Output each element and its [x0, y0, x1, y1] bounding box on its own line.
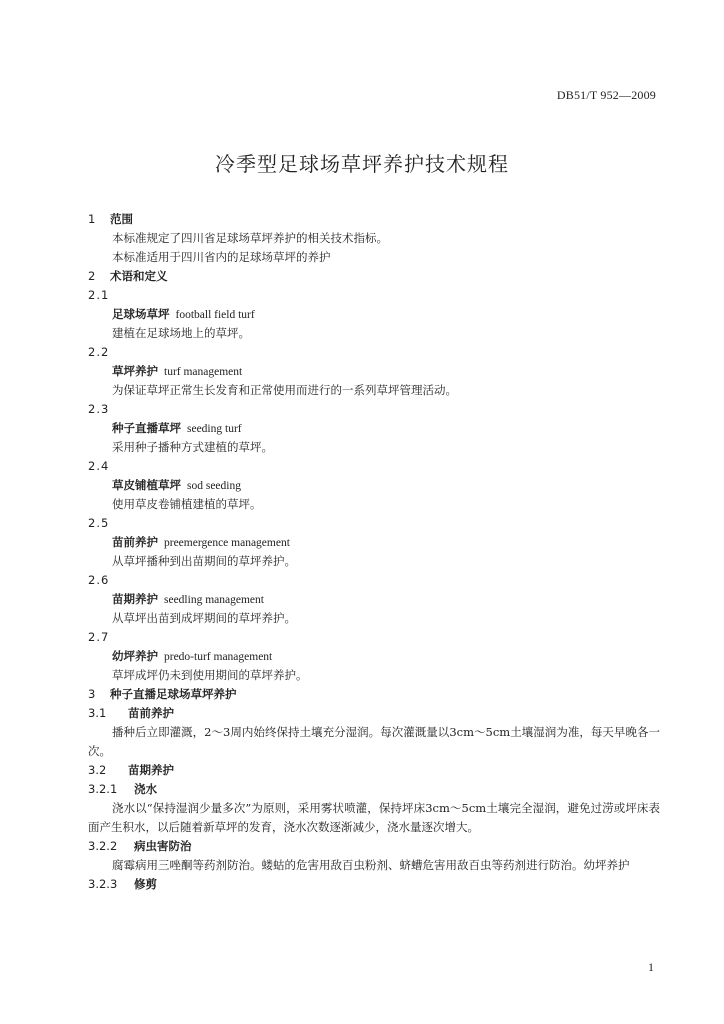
term-number: 2.3 [88, 402, 110, 416]
term-chinese: 足球场草坪 [112, 307, 170, 321]
section-number: 3.2.3 [88, 877, 118, 891]
section-title: 苗期养护 [128, 763, 174, 777]
term-chinese: 种子直播草坪 [112, 421, 181, 435]
paragraph: 本标准规定了四川省足球场草坪养护的相关技术指标。 [112, 231, 388, 245]
term-entry [88, 533, 660, 552]
section-title: 浇水 [134, 782, 157, 796]
term-entry [88, 476, 660, 495]
subsection-3-2-heading [88, 761, 660, 780]
section-number: 3.1 [88, 706, 107, 720]
page-number: 1 [648, 960, 654, 974]
section-title: 修剪 [134, 877, 157, 891]
term-chinese: 苗前养护 [112, 535, 158, 549]
term-chinese: 幼坪养护 [112, 649, 158, 663]
term-number: 2.4 [88, 459, 110, 473]
term-entry [88, 647, 660, 666]
term-number: 2.6 [88, 573, 110, 587]
section-title: 病虫害防治 [134, 839, 192, 853]
paragraph: 腐霉病用三唑酮等药剂防治。蝼蛄的危害用敌百虫粉剂、蛴螬危害用敌百虫等药剂进行防治。幼坪养护 [112, 858, 630, 872]
section-number: 3.2 [88, 763, 107, 777]
section-number: 1 [88, 212, 96, 226]
section-number: 3.2.2 [88, 839, 118, 853]
paragraph: 本标准适用于四川省内的足球场草坪的养护 [112, 250, 331, 264]
term-definition: 建植在足球场地上的草坪。 [112, 326, 250, 340]
subsection-3-2-3-heading [88, 875, 660, 894]
term-definition: 为保证草坪正常生长发育和正常使用而进行的一系列草坪管理活动。 [112, 383, 457, 397]
term-entry [88, 419, 660, 438]
term-number: 2.5 [88, 516, 110, 530]
term-definition: 从草坪出苗到成坪期间的草坪养护。 [112, 611, 296, 625]
term-english: predo-turf management [164, 651, 273, 663]
section-title: 种子直播足球场草坪养护 [110, 687, 237, 701]
term-number: 2.1 [88, 288, 110, 302]
term-definition: 草坪成坪仍未到使用期间的草坪养护。 [112, 668, 308, 682]
term-chinese: 草皮铺植草坪 [112, 478, 181, 492]
term-number: 2.2 [88, 345, 110, 359]
section-number: 3 [88, 687, 96, 701]
section-2-heading [88, 267, 660, 286]
section-3-heading [88, 685, 660, 704]
term-definition: 使用草皮卷铺植建植的草坪。 [112, 497, 262, 511]
subsection-3-2-2-heading [88, 837, 660, 856]
section-title: 苗前养护 [128, 706, 174, 720]
subsection-3-2-1-heading [88, 780, 660, 799]
section-title: 术语和定义 [110, 269, 168, 283]
term-entry [88, 590, 660, 609]
document-body [88, 210, 660, 894]
document-title: 冷季型足球场草坪养护技术规程 [215, 152, 509, 176]
paragraph: 浇水以“保持湿润少量多次”为原则，采用雾状喷灌，保持坪床3cm～5cm土壤完全湿润，避免过涝或坪床表面产生积水，以后随着新草坪的发育，浇水次数逐渐减少，浇水量逐次增大。 [88, 801, 660, 834]
term-chinese: 草坪养护 [112, 364, 158, 378]
term-chinese: 苗期养护 [112, 592, 158, 606]
section-number: 3.2.1 [88, 782, 118, 796]
section-1-heading [88, 210, 660, 229]
section-number: 2 [88, 269, 96, 283]
term-entry [88, 362, 660, 381]
term-number: 2.7 [88, 630, 110, 644]
term-english: football field turf [175, 309, 255, 321]
term-english: turf management [164, 366, 243, 378]
term-english: sod seeding [187, 480, 241, 492]
section-title: 范围 [110, 212, 133, 226]
paragraph: 播种后立即灌溉，2～3周内始终保持土壤充分湿润。每次灌溉量以3cm～5cm土壤湿润为准，每天早晚各一次。 [88, 725, 660, 758]
subsection-3-1-heading [88, 704, 660, 723]
term-definition: 采用种子播种方式建植的草坪。 [112, 440, 273, 454]
term-entry [88, 305, 660, 324]
term-english: seeding turf [187, 423, 242, 435]
term-english: seedling management [164, 594, 264, 606]
term-english: preemergence management [164, 537, 290, 549]
standard-number: DB51/T 952—2009 [556, 88, 656, 102]
term-definition: 从草坪播种到出苗期间的草坪养护。 [112, 554, 296, 568]
